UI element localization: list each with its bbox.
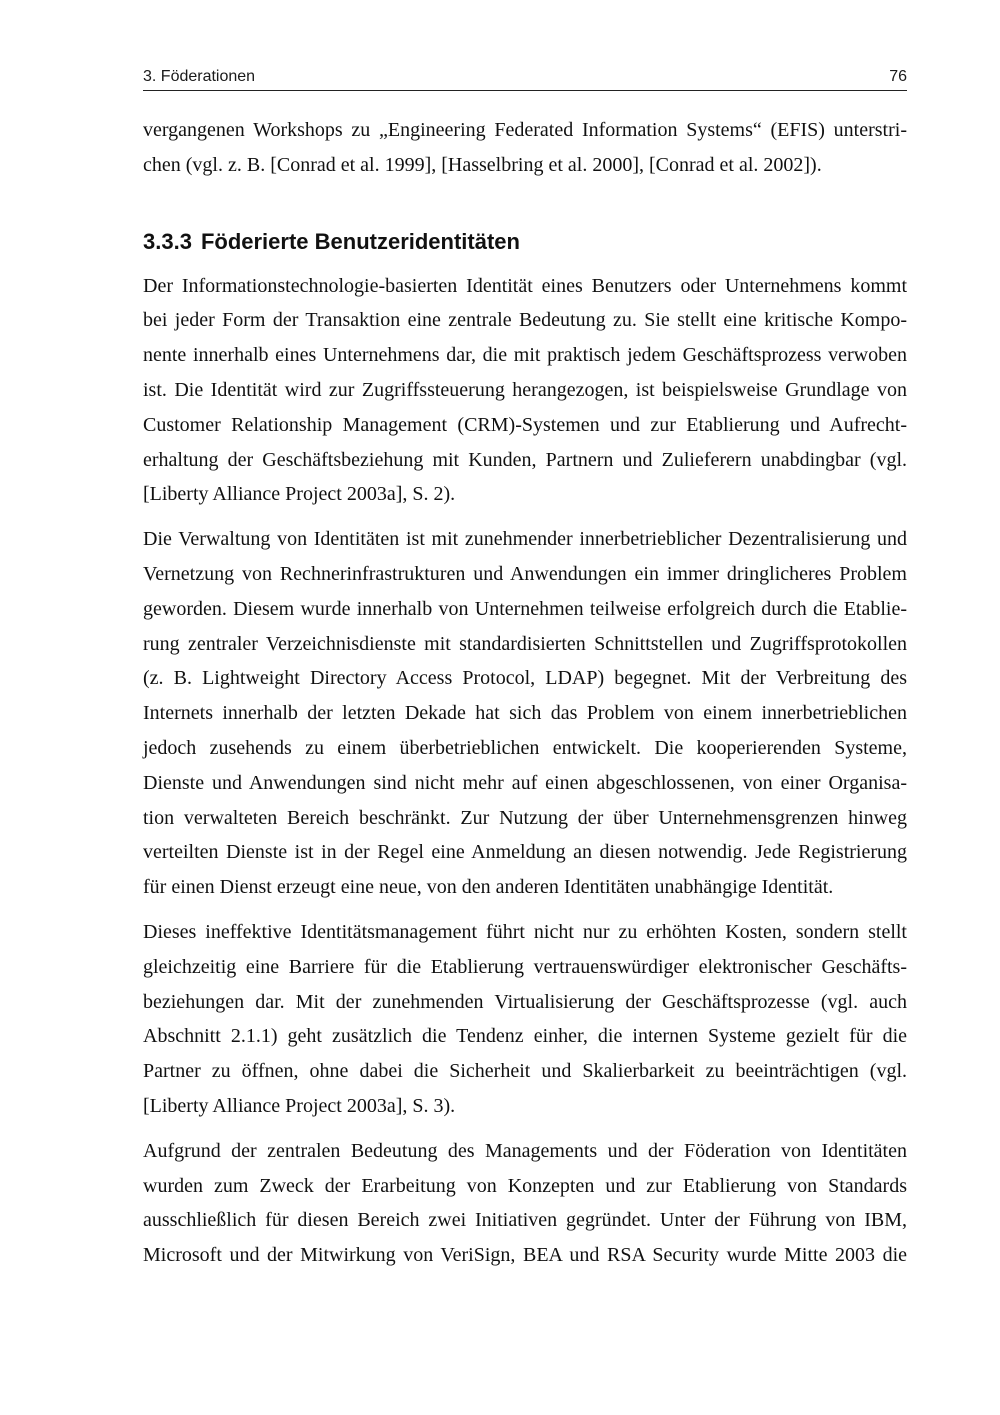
text-line: verteilten Dienste ist in der Regel eine Anmeldung an diesen notwendig. Jede Registrierung (143, 841, 907, 864)
text-line: beziehungen dar. Mit der zunehmenden Virtualisierung der Geschäftsprozesse (vgl. auch (143, 990, 907, 1013)
text-line: Microsoft und der Mitwirkung von VeriSign, BEA und RSA Security wurde Mitte 2003 die (143, 1244, 907, 1267)
text-line: jedoch zusehends zu einem überbetrieblichen entwickelt. Die kooperierenden Systeme, (143, 736, 907, 759)
section-heading (143, 228, 907, 256)
text-line: ist. Die Identität wird zur Zugriffssteuerung herangezogen, ist beispielsweise Grundlage von (143, 378, 907, 401)
text-line: erhaltung der Geschäftsbeziehung mit Kunden, Partnern und Zulieferern unabdingbar (vgl. (143, 448, 907, 471)
text-line: Partner zu öffnen, ohne dabei die Sicherheit und Skalierbarkeit zu beeinträchtigen (vgl. (143, 1060, 907, 1083)
text-line: Abschnitt 2.1.1) geht zusätzlich die Tendenz einher, die internen Systeme gezielt für die (143, 1025, 907, 1048)
text-line: für einen Dienst erzeugt eine neue, von den anderen Identitäten unabhängige Identität. (143, 876, 834, 899)
text-line: Dienste und Anwendungen sind nicht mehr auf einen abgeschlossenen, von einer Organisa- (143, 771, 907, 794)
text-line: chen (vgl. z. B. [Conrad et al. 1999], [Hasselbring et al. 2000], [Conrad et al. 2002]). (143, 153, 822, 176)
text-line: nente innerhalb eines Unternehmens dar, die mit praktisch jedem Geschäftsprozess verwoben (143, 344, 907, 367)
paragraph-ineffective-management (143, 915, 907, 1124)
paragraph-initiatives (143, 1134, 907, 1273)
paragraph-identity-management (143, 522, 907, 905)
section-title: Föderierte Benutzeridentitäten (200, 228, 520, 254)
text-line: geworden. Diesem wurde innerhalb von Unternehmen teilweise erfolgreich durch die Etablie- (143, 597, 907, 620)
text-line: Internets innerhalb der letzten Dekade hat sich das Problem von einem innerbetrieblichen (143, 702, 907, 725)
section-number: 3.3.3 (143, 228, 192, 254)
text-line: Der Informationstechnologie-basierten Identität eines Benutzers oder Unternehmens kommt (143, 274, 907, 297)
text-line: (z. B. Lightweight Directory Access Protocol, LDAP) begegnet. Mit der Verbreitung des (143, 667, 907, 690)
chapter-title: 3. Föderationen (143, 68, 256, 85)
text-line: ausschließlich für diesen Bereich zwei Initiativen gegründet. Unter der Führung von IBM, (143, 1209, 907, 1232)
text-line: [Liberty Alliance Project 2003a], S. 2). (143, 483, 456, 506)
page-number: 76 (889, 68, 907, 85)
text-line: Customer Relationship Management (CRM)-Systemen und zur Etablierung und Aufrecht- (143, 413, 907, 436)
text-line: vergangenen Workshops zu „Engineering Federated Information Systems“ (EFIS) unterstri- (143, 119, 907, 141)
text-line: gleichzeitig eine Barriere für die Etablierung vertrauenswürdiger elektronischer Geschäfts- (143, 955, 907, 978)
text-line: tion verwalteten Bereich beschränkt. Zur Nutzung der über Unternehmensgrenzen hinweg (143, 806, 907, 829)
running-header (143, 66, 907, 91)
text-line: Aufgrund der zentralen Bedeutung des Managements und der Föderation von Identitäten (143, 1139, 907, 1162)
text-line: rung zentraler Verzeichnisdienste mit standardisierten Schnittstellen und Zugriffsprotokollen (143, 632, 907, 655)
paragraph-identity-importance (143, 269, 907, 513)
text-line: [Liberty Alliance Project 2003a], S. 3). (143, 1094, 456, 1117)
page-body (143, 113, 907, 1283)
text-line: bei jeder Form der Transaktion eine zentrale Bedeutung zu. Sie stellt eine kritische Kompo- (143, 309, 907, 332)
intro-paragraph (143, 113, 907, 183)
text-line: Vernetzung von Rechnerinfrastrukturen und Anwendungen ein immer dringlicheres Problem (143, 562, 907, 585)
text-line: Die Verwaltung von Identitäten ist mit zunehmender innerbetrieblicher Dezentralisierung und (143, 528, 907, 551)
text-line: Dieses ineffektive Identitätsmanagement führt nicht nur zu erhöhten Kosten, sondern stellt (143, 920, 907, 943)
text-line: wurden zum Zweck der Erarbeitung von Konzepten und zur Etablierung von Standards (143, 1174, 907, 1197)
